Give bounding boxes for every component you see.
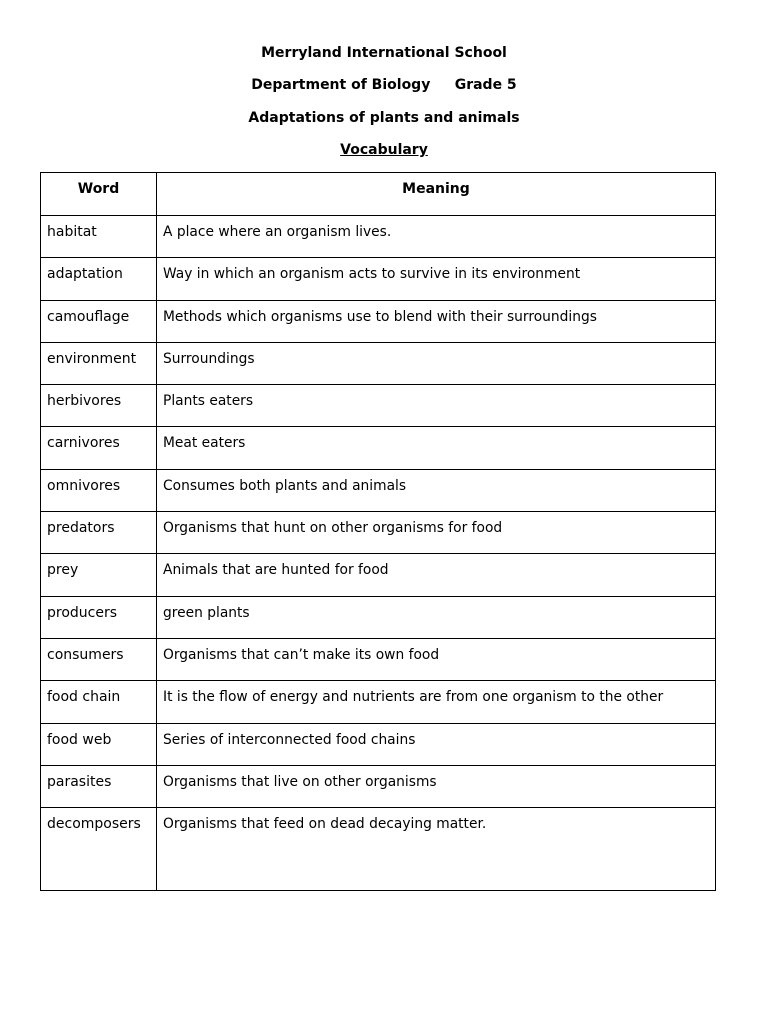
meaning-cell: Way in which an organism acts to survive in its environment bbox=[157, 258, 716, 300]
school-name: Merryland International School bbox=[261, 45, 507, 61]
vocabulary-table bbox=[40, 172, 716, 891]
word-cell: adaptation bbox=[41, 258, 157, 300]
word-cell: food chain bbox=[41, 681, 157, 723]
table-row bbox=[41, 681, 716, 723]
table-row bbox=[41, 808, 716, 891]
table-row bbox=[41, 638, 716, 680]
word-cell: parasites bbox=[41, 765, 157, 807]
word-cell: food web bbox=[41, 723, 157, 765]
meaning-cell: Organisms that hunt on other organisms for food bbox=[157, 512, 716, 554]
department-grade: Department of Biology Grade 5 bbox=[251, 77, 517, 93]
column-header-meaning: Meaning bbox=[157, 173, 716, 216]
meaning-cell: Surroundings bbox=[157, 342, 716, 384]
meaning-cell: Consumes both plants and animals bbox=[157, 469, 716, 511]
meaning-cell: A place where an organism lives. bbox=[157, 216, 716, 258]
word-cell: producers bbox=[41, 596, 157, 638]
word-cell: habitat bbox=[41, 216, 157, 258]
meaning-cell: Series of interconnected food chains bbox=[157, 723, 716, 765]
meaning-cell: Organisms that live on other organisms bbox=[157, 765, 716, 807]
table-row bbox=[41, 723, 716, 765]
table-row bbox=[41, 342, 716, 384]
table-row bbox=[41, 258, 716, 300]
table-row bbox=[41, 554, 716, 596]
word-cell: consumers bbox=[41, 638, 157, 680]
word-cell: camouflage bbox=[41, 300, 157, 342]
table-row bbox=[41, 469, 716, 511]
meaning-cell: Organisms that feed on dead decaying matter. bbox=[157, 808, 716, 891]
meaning-cell: It is the flow of energy and nutrients are from one organism to the other bbox=[157, 681, 716, 723]
word-cell: omnivores bbox=[41, 469, 157, 511]
meaning-cell: Plants eaters bbox=[157, 385, 716, 427]
topic-title: Adaptations of plants and animals bbox=[248, 110, 520, 126]
word-cell: carnivores bbox=[41, 427, 157, 469]
section-title: Vocabulary bbox=[340, 142, 428, 158]
word-cell: prey bbox=[41, 554, 157, 596]
table-row bbox=[41, 300, 716, 342]
table-row bbox=[41, 596, 716, 638]
meaning-cell: Animals that are hunted for food bbox=[157, 554, 716, 596]
meaning-cell: Methods which organisms use to blend with their surroundings bbox=[157, 300, 716, 342]
word-cell: environment bbox=[41, 342, 157, 384]
meaning-cell: Organisms that can’t make its own food bbox=[157, 638, 716, 680]
table-header-row bbox=[41, 173, 716, 216]
table-row bbox=[41, 427, 716, 469]
word-cell: predators bbox=[41, 512, 157, 554]
meaning-cell: green plants bbox=[157, 596, 716, 638]
word-cell: decomposers bbox=[41, 808, 157, 891]
table-row bbox=[41, 765, 716, 807]
column-header-word: Word bbox=[41, 173, 157, 216]
word-cell: herbivores bbox=[41, 385, 157, 427]
table-row bbox=[41, 512, 716, 554]
meaning-cell: Meat eaters bbox=[157, 427, 716, 469]
table-row bbox=[41, 216, 716, 258]
table-row bbox=[41, 385, 716, 427]
